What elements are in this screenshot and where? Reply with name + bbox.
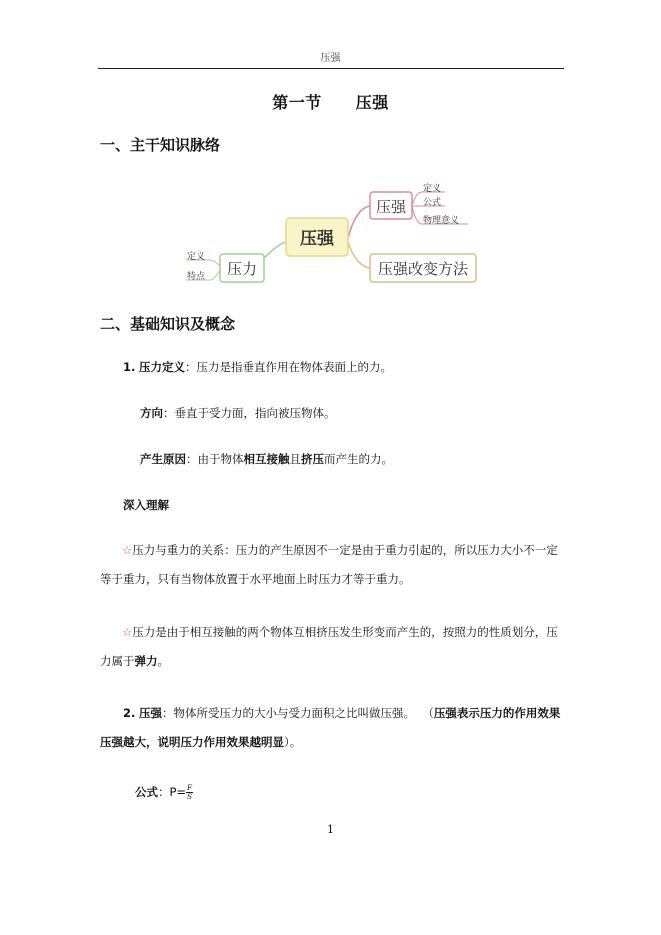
star-icon: ☆ <box>122 543 133 557</box>
force-leaf-definition: 定义 <box>187 252 206 262</box>
paragraph-force-definition: 1. 压力定义：压力是指垂直作用在物体表面上的力。 <box>123 360 393 374</box>
item-number: 1. <box>123 360 136 374</box>
pressure-node-label: 压强 <box>375 198 407 216</box>
running-header: 压强 <box>320 53 341 64</box>
pressure-leaf-formula: 公式 <box>423 198 442 208</box>
paragraph-cause: 产生原因：由于物体相互接触且挤压而产生的力。 <box>140 452 393 466</box>
term-label: 压力定义 <box>139 360 186 374</box>
section-1-heading: 一、主干知识脉络 <box>100 136 221 154</box>
paragraph-formula: 公式：P= $\frac{F}{S}$ <box>135 784 192 801</box>
paragraph-elastic-force: ☆压力是由于相互接触的两个物体互相挤压发生形变而产生的，按照力的性质划分，压 力属于弹力。 <box>100 625 558 668</box>
connector-center-to-pressure-node <box>348 206 370 238</box>
paragraph-pressure-definition: 2. 压强：物体所受压力的大小与受力面积之比叫做压强。 （压强表示压力的作用效果 压强越大，说明压力作用效果越明显）。 <box>100 706 561 749</box>
title-part-2: 压强 <box>355 93 389 112</box>
page-title <box>0 90 661 113</box>
paragraph-direction: 方向：垂直于受力面，指向被压物体。 <box>140 406 336 420</box>
formula-fraction: $\frac{F}{S}$ <box>187 784 192 801</box>
connector-center-to-force-node <box>264 242 285 258</box>
center-node-label: 压强 <box>300 229 334 249</box>
connector-center-to-methods-node <box>348 242 370 268</box>
header-divider <box>98 68 564 69</box>
section-2-heading: 二、基础知识及概念 <box>100 315 236 333</box>
subheading-deep-understanding: 深入理解 <box>123 498 169 512</box>
pressure-leaf-definition: 定义 <box>423 184 442 194</box>
paragraph-force-vs-gravity: ☆压力与重力的关系：压力的产生原因不一定是由于重力引起的，所以压力大小不一定 等于重力，只有当物体放置于水平地面上时压力才等于重力。 <box>100 543 558 586</box>
force-leaf-feature: 特点 <box>187 272 206 282</box>
force-node-label: 压力 <box>226 260 258 278</box>
pressure-leaf-meaning: 物理意义 <box>423 216 460 226</box>
methods-node-label: 压强改变方法 <box>377 260 469 278</box>
page-number: 1 <box>327 823 334 836</box>
star-icon: ☆ <box>122 625 133 639</box>
title-part-1: 第一节 <box>272 93 322 112</box>
mind-map <box>180 180 480 285</box>
